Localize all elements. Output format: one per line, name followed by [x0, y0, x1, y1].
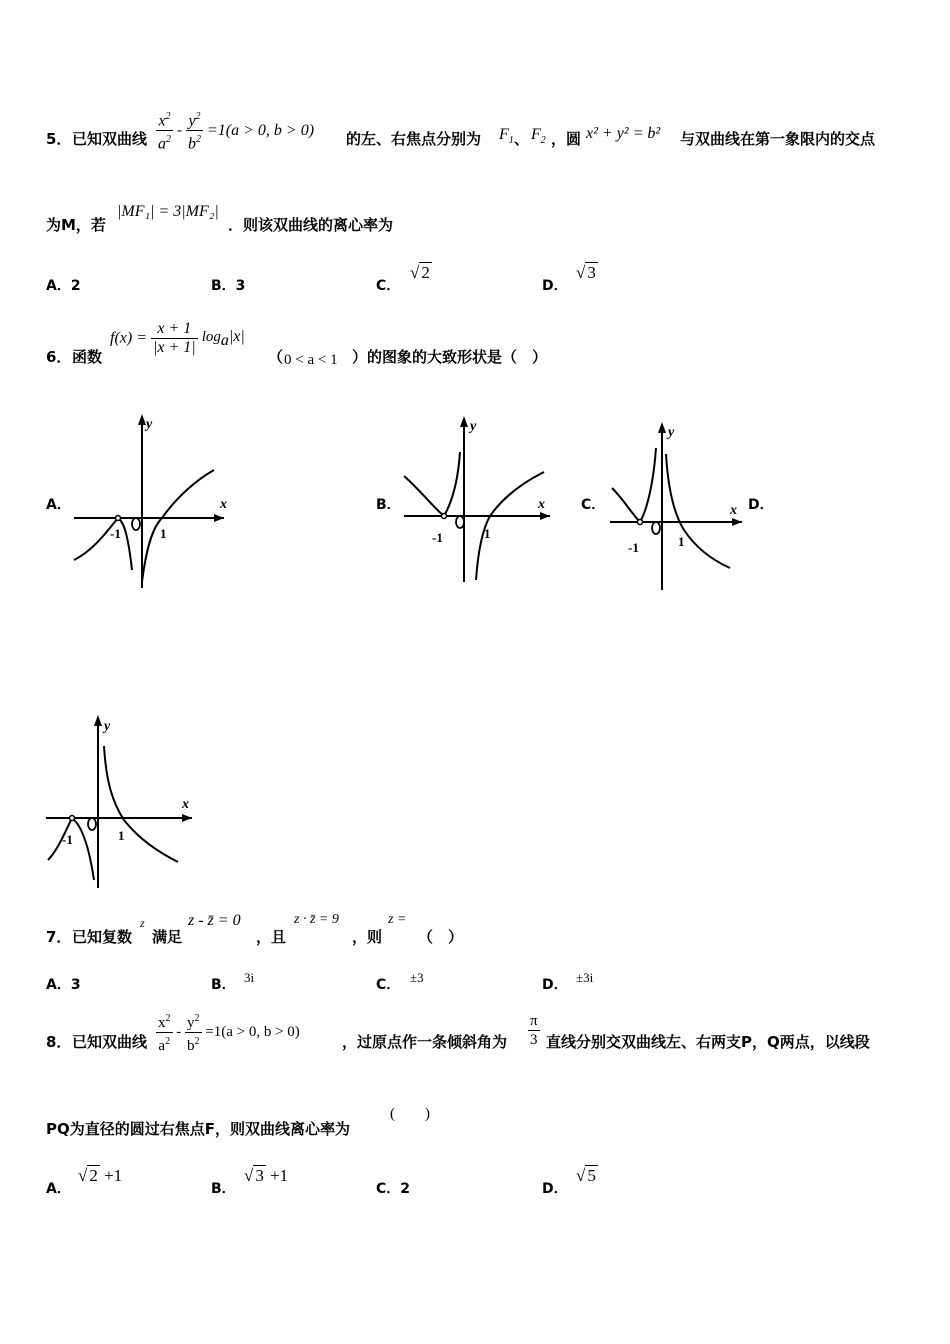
q5-option-a[interactable]: A．2 — [46, 278, 81, 294]
q5-option-d-value: √ 3 — [576, 263, 596, 282]
q6-graph-b-y-label: y — [470, 419, 477, 434]
q6-graph-a — [66, 410, 236, 590]
q5-condition: |MF₁| = 3|MF₂| — [117, 203, 219, 220]
q6-graph-d-y-label: y — [104, 719, 111, 734]
q6-open-paren: （ — [268, 348, 284, 366]
q6-graph-d-one: 1 — [118, 828, 125, 843]
q8-option-d[interactable]: D． — [542, 1181, 568, 1197]
q8-option-a-value: √ 2 +1 — [78, 1166, 123, 1185]
q6-graph-a-y-label: y — [146, 417, 153, 432]
q5-option-d[interactable]: D． — [542, 278, 568, 294]
q5-prefix: 已知双曲线 — [72, 130, 148, 148]
q8-blank: ( ) — [390, 1106, 430, 1122]
q5-option-c[interactable]: C． — [376, 278, 401, 294]
q6-graph-a-x-label: x — [220, 497, 227, 512]
q6-option-a[interactable]: A． — [46, 497, 71, 513]
q7-number: 7． — [46, 928, 72, 946]
q7-z: z — [140, 916, 145, 930]
q8-option-b-value: √ 3 +1 — [244, 1166, 289, 1185]
q6-graph-a-one: 1 — [160, 526, 167, 541]
q5-mid3: 与双曲线在第一象限内的交点 — [680, 130, 876, 148]
q8-mid1: ，过原点作一条倾斜角为 — [342, 1033, 508, 1051]
q5-option-b[interactable]: B．3 — [211, 278, 246, 294]
q8-prefix: 已知双曲线 — [72, 1033, 148, 1051]
q7-eq1: z - z̄ = 0 — [188, 912, 241, 929]
q8-option-a[interactable]: A． — [46, 1181, 71, 1197]
q5-number: 5． — [46, 130, 72, 148]
q8-mid2: 直线分别交双曲线左、右两支P，Q两点，以线段 — [546, 1033, 870, 1051]
q5-line2-suffix: ．则该双曲线的离心率为 — [228, 216, 394, 234]
q6-graph-b-x-label: x — [538, 497, 545, 512]
q6-graph-b-one: 1 — [484, 526, 491, 541]
q7-mid1: 满足 — [152, 928, 183, 946]
q7-mid3: ，则 — [352, 928, 383, 946]
q6-graph-c-one: 1 — [678, 534, 685, 549]
q5-mid1: 的左、右焦点分别为 — [346, 130, 482, 148]
q5-f1: $F_1$ — [499, 126, 514, 147]
q6-graph-c-neg1: -1 — [628, 540, 639, 555]
q7-option-b-value: 3i — [244, 970, 255, 985]
q8-option-d-value: √ 5 — [576, 1166, 596, 1185]
q5-line2-prefix: 为M，若 — [46, 216, 106, 234]
q6-option-c[interactable]: C． — [581, 497, 606, 513]
q5-option-c-value: √ 2 — [410, 263, 430, 282]
q5-equation: $\frac{x^2}{a^2}$ - $\frac{y^2}{b^2}$ =1(a > 0, b > 0) — [156, 108, 314, 154]
q6-prefix: 函数 — [72, 348, 103, 366]
q7-prefix: 已知复数 — [72, 928, 133, 946]
q8-option-c[interactable]: C．2 — [376, 1181, 411, 1197]
q5-circle-eq: x² + y² = b² — [586, 125, 661, 142]
q6-graph-b — [400, 412, 560, 587]
q8-option-b[interactable]: B． — [211, 1181, 236, 1197]
q6-graph-c-y-label: y — [668, 425, 675, 440]
q7-option-d[interactable]: D． — [542, 977, 568, 993]
q6-graph-c — [606, 418, 751, 593]
q7-eq2: z · z̄ = 9 — [294, 912, 339, 927]
q7-option-a[interactable]: A．3 — [46, 977, 81, 993]
q6-graph-d-x-label: x — [182, 797, 189, 812]
q6-graph-c-x-label: x — [730, 503, 737, 518]
q6-suffix: ）的图象的大致形状是（ ） — [352, 348, 548, 366]
q8-angle: $\frac{\pi}{3}$ — [530, 1013, 538, 1048]
q8-equation: $\frac{x^2}{a^2}$ - $\frac{y^2}{b^2}$ =1(a > 0, b > 0) — [156, 1010, 300, 1055]
q8-number: 8． — [46, 1033, 72, 1051]
q7-option-c-value: ±3 — [410, 970, 424, 985]
q6-option-d[interactable]: D． — [748, 497, 774, 513]
q7-suffix: （ ） — [418, 928, 464, 946]
q7-mid2: ，且 — [256, 928, 287, 946]
q6-option-b[interactable]: B． — [376, 497, 401, 513]
q7-option-d-value: ±3i — [576, 970, 594, 985]
q6-graph-a-neg1: -1 — [110, 526, 121, 541]
q6-condition: 0 < a < 1 — [284, 352, 338, 368]
q8-line2-text: PQ为直径的圆过右焦点F，则双曲线离心率为 — [46, 1120, 350, 1138]
q7-eq3: z = — [388, 912, 407, 927]
q6-graph-d-neg1: -1 — [62, 832, 73, 847]
q5-mid2: ，圆 — [551, 130, 582, 148]
q5-sep: 、 — [514, 130, 530, 148]
q7-option-c[interactable]: C． — [376, 977, 401, 993]
q6-number: 6． — [46, 348, 72, 366]
q5-f2: $F_2$ — [531, 126, 546, 147]
q6-graph-b-neg1: -1 — [432, 530, 443, 545]
q7-option-b[interactable]: B． — [211, 977, 236, 993]
q6-graph-d — [42, 710, 202, 892]
q6-function: f(x) = $\frac{x + 1}{|x + 1|}$ $\log_a|x|$ — [110, 320, 245, 356]
